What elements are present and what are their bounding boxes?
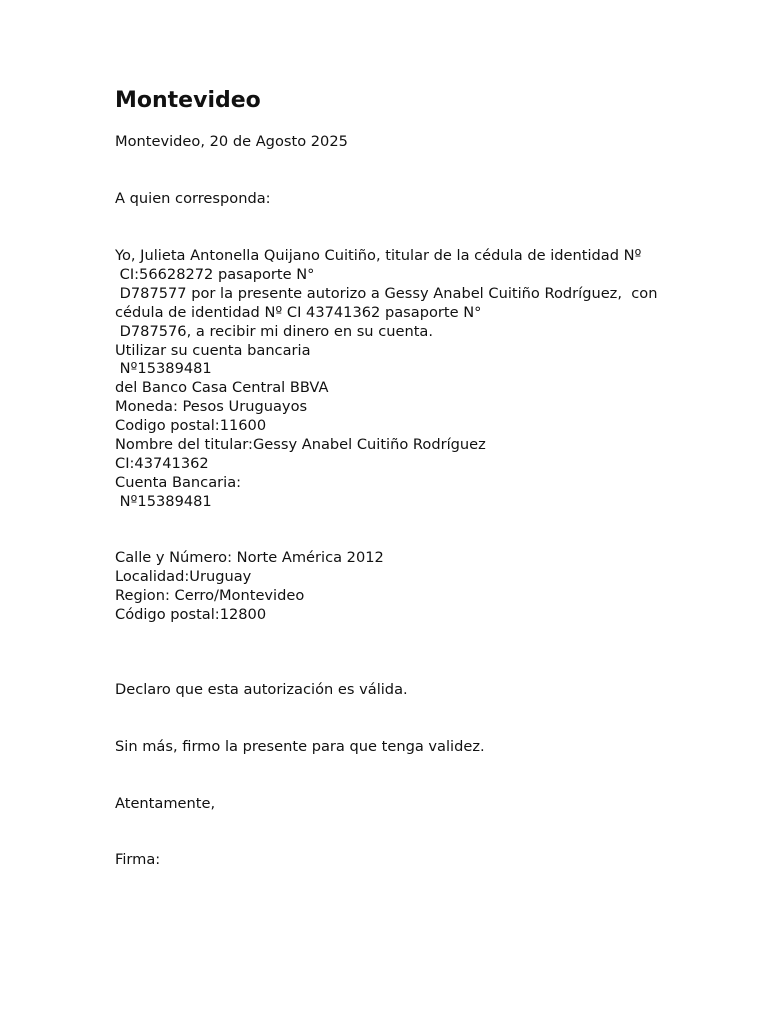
declaration: Declaro que esta autorización es válida. [115,681,408,698]
body-line: del Banco Casa Central BBVA [115,379,329,396]
body-line: CI:43741362 [115,455,209,472]
body-line: Utilizar su cuenta bancaria [115,342,311,359]
date-line: Montevideo, 20 de Agosto 2025 [115,133,348,150]
salutation: A quien corresponda: [115,190,271,207]
address-line: Código postal:12800 [115,606,267,623]
body-line: CI:56628272 pasaporte N° [115,266,315,283]
body-line: Moneda: Pesos Uruguayos [115,398,308,415]
address-line: Region: Cerro/Montevideo [115,587,305,604]
body-line: Codigo postal:11600 [115,417,267,434]
body-line: D787576, a recibir mi dinero en su cuenta. [115,323,434,340]
document-title: Montevideo [115,88,261,113]
body-line: Nº15389481 [115,493,212,510]
closing-statement: Sin más, firmo la presente para que tenga validez. [115,738,485,755]
body-line: Nº15389481 [115,360,212,377]
body-line: cédula de identidad Nº CI 43741362 pasaporte N° [115,304,482,321]
address-line: Localidad:Uruguay [115,568,252,585]
body-line: Nombre del titular:Gessy Anabel Cuitiño Rodríguez [115,436,486,453]
closing: Atentamente, [115,795,216,812]
body-line: D787577 por la presente autorizo a Gessy Anabel Cuitiño Rodríguez, con [115,285,658,302]
body-line: Cuenta Bancaria: [115,474,242,491]
body-line: Yo, Julieta Antonella Quijano Cuitiño, titular de la cédula de identidad Nº [115,247,642,264]
signature-label: Firma: [115,851,161,868]
address-line: Calle y Número: Norte América 2012 [115,549,384,566]
